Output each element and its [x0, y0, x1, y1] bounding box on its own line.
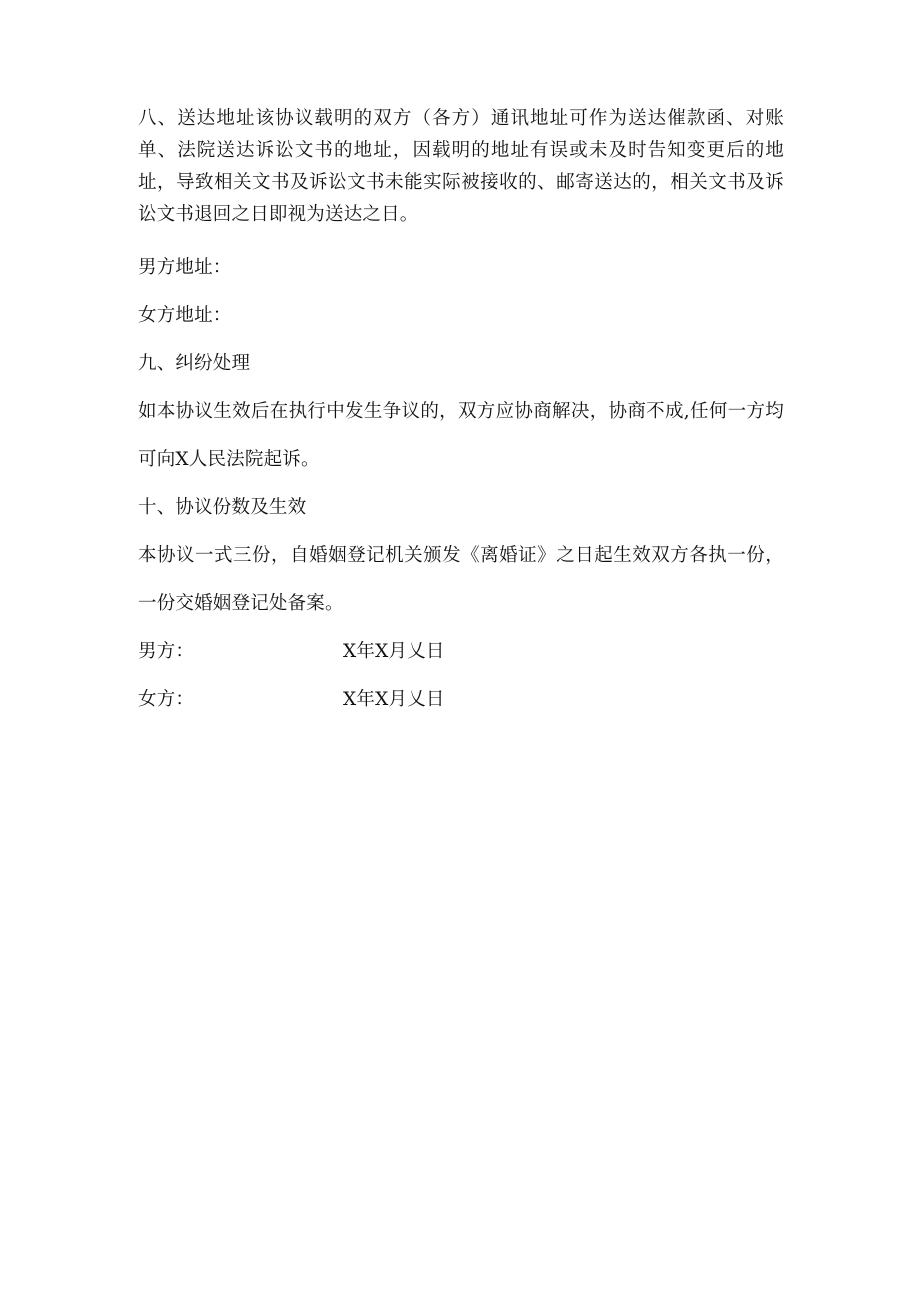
section-9-body: 如本协议生效后在执行中发生争议的，双方应协商解决，协商不成,任何一方均可向X人民法院起诉。 — [138, 401, 784, 470]
section-10-heading: 十、协议份数及生效 — [138, 497, 307, 518]
male-signature-date: X年X月乂日 — [343, 641, 445, 662]
section-9-heading: 九、纠纷处理 — [138, 353, 251, 374]
female-address-label: 女方地址： — [138, 305, 232, 326]
section-10-body: 本协议一式三份，自婚姻登记机关颁发《离婚证》之日起生效双方各执一份，一份交婚姻登记处备案。 — [138, 545, 784, 614]
female-signature-label: 女方： — [138, 689, 195, 710]
female-signature-row — [138, 676, 784, 724]
male-signature-row — [138, 628, 784, 676]
paragraph-spacer — [138, 231, 784, 244]
document-body — [138, 103, 784, 724]
male-signature-label: 男方： — [138, 641, 195, 662]
section-8-delivery-address: 八、送达地址该协议载明的双方（各方）通讯地址可作为送达催款函、对账单、法院送达诉讼文书的地址，因载明的地址有误或未及时告知变更后的地址，导致相关文书及诉讼文书未能实际被接收的、邮寄送达的，相关文书及诉讼文书退回之日即视为送达之日。 — [138, 108, 784, 225]
male-address-label: 男方地址： — [138, 257, 232, 278]
female-signature-date: X年X月乂日 — [343, 689, 445, 710]
